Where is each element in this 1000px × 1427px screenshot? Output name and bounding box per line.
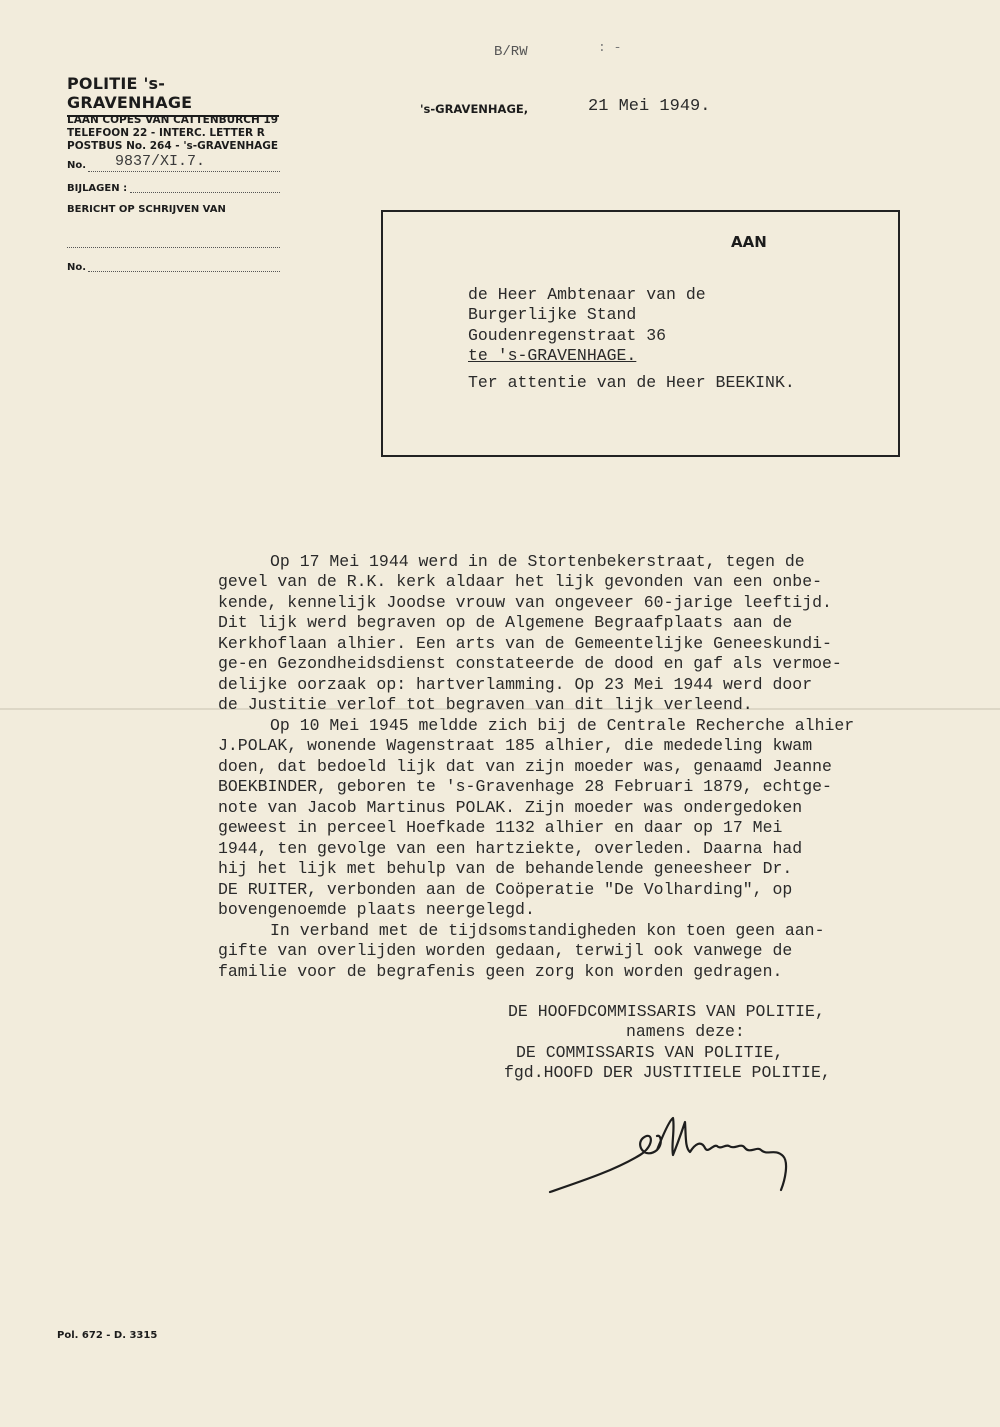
form-number: Pol. 672 - D. 3315 [57, 1330, 158, 1341]
number2-dotline [88, 271, 280, 272]
body-line: J.POLAK, wonende Wagenstraat 185 alhier, die mededeling kwam [218, 736, 813, 755]
letterhead-title: POLITIE 's-GRAVENHAGE [67, 74, 279, 117]
body-line: doen, dat bedoeld lijk dat van zijn moeder was, genaamd Jeanne [218, 757, 832, 776]
recipient-line: de Heer Ambtenaar van de [468, 285, 706, 304]
reference-initials: B/RW [494, 44, 528, 60]
number2-label: No. [67, 262, 87, 273]
body-line: Dit lijk werd begraven op de Algemene Begraafplaats aan de [218, 613, 793, 632]
recipient-heading: AAN [731, 233, 767, 251]
bericht-dotline [67, 247, 280, 248]
recipient-line: te 's-GRAVENHAGE. [468, 346, 637, 365]
body-line: gevel van de R.K. kerk aldaar het lijk gevonden van een onbe- [218, 572, 822, 591]
recipient-attention: Ter attentie van de Heer BEEKINK. [468, 373, 795, 392]
body-line: familie voor de begrafenis geen zorg kon worden gedragen. [218, 962, 783, 981]
body-line: BOEKBINDER, geboren te 's-Gravenhage 28 Februari 1879, echtge- [218, 777, 832, 796]
body-line: In verband met de tijdsomstandigheden kon toen geen aan- [270, 921, 825, 940]
letter-date: 21 Mei 1949. [588, 97, 711, 116]
body-line: note van Jacob Martinus POLAK. Zijn moeder was ondergedoken [218, 798, 803, 817]
recipient-line: Goudenregenstraat 36 [468, 326, 667, 345]
signature-line-2: namens deze: [626, 1022, 745, 1041]
number-dotline [88, 171, 280, 172]
body-line: DE RUITER, verbonden aan de Coöperatie "De Volharding", op [218, 880, 793, 899]
body-line: gifte van overlijden worden gedaan, terwijl ook vanwege de [218, 941, 793, 960]
signature-line-3: DE COMMISSARIS VAN POLITIE, [516, 1043, 784, 1062]
reference-marks: : - [598, 40, 622, 55]
number-label: No. [67, 160, 87, 171]
bijlagen-dotline [130, 192, 280, 193]
body-line: de Justitie verlof tot begraven van dit lijk verleend. [218, 695, 753, 714]
body-line: kende, kennelijk Joodse vrouw van ongeveer 60-jarige leeftijd. [218, 593, 832, 612]
body-line: Op 17 Mei 1944 werd in de Stortenbekerstraat, tegen de [270, 552, 805, 571]
signature-line-1: DE HOOFDCOMMISSARIS VAN POLITIE, [508, 1002, 825, 1021]
handwritten-signature [545, 1100, 805, 1200]
letterhead-address-1: LAAN COPES VAN CATTENBURCH 19 [67, 114, 279, 126]
recipient-line: Burgerlijke Stand [468, 305, 637, 324]
bijlagen-label: BIJLAGEN : [67, 183, 128, 194]
letterhead-address-3: POSTBUS No. 264 - 's-GRAVENHAGE [67, 140, 279, 152]
body-line: bovengenoemde plaats neergelegd. [218, 900, 535, 919]
body-line: delijke oorzaak op: hartverlamming. Op 23 Mei 1944 werd door [218, 675, 813, 694]
bericht-label: BERICHT OP SCHRIJVEN VAN [67, 204, 226, 215]
letterhead-address-2: TELEFOON 22 - INTERC. LETTER R [67, 127, 265, 139]
body-line: Kerkhoflaan alhier. Een arts van de Gemeentelijke Geneeskundi- [218, 634, 832, 653]
body-line: hij het lijk met behulp van de behandelende geneesheer Dr. [218, 859, 793, 878]
number-value: 9837/XI.7. [115, 153, 206, 170]
body-line: 1944, ten gevolge van een hartziekte, overleden. Daarna had [218, 839, 803, 858]
body-line: ge-en Gezondheidsdienst constateerde de dood en gaf als vermoe- [218, 654, 842, 673]
body-line: Op 10 Mei 1945 meldde zich bij de Centrale Recherche alhier [270, 716, 855, 735]
place-label: 's-GRAVENHAGE, [420, 102, 529, 116]
signature-line-4: fgd.HOOFD DER JUSTITIELE POLITIE, [504, 1063, 831, 1082]
body-line: geweest in perceel Hoefkade 1132 alhier en daar op 17 Mei [218, 818, 783, 837]
